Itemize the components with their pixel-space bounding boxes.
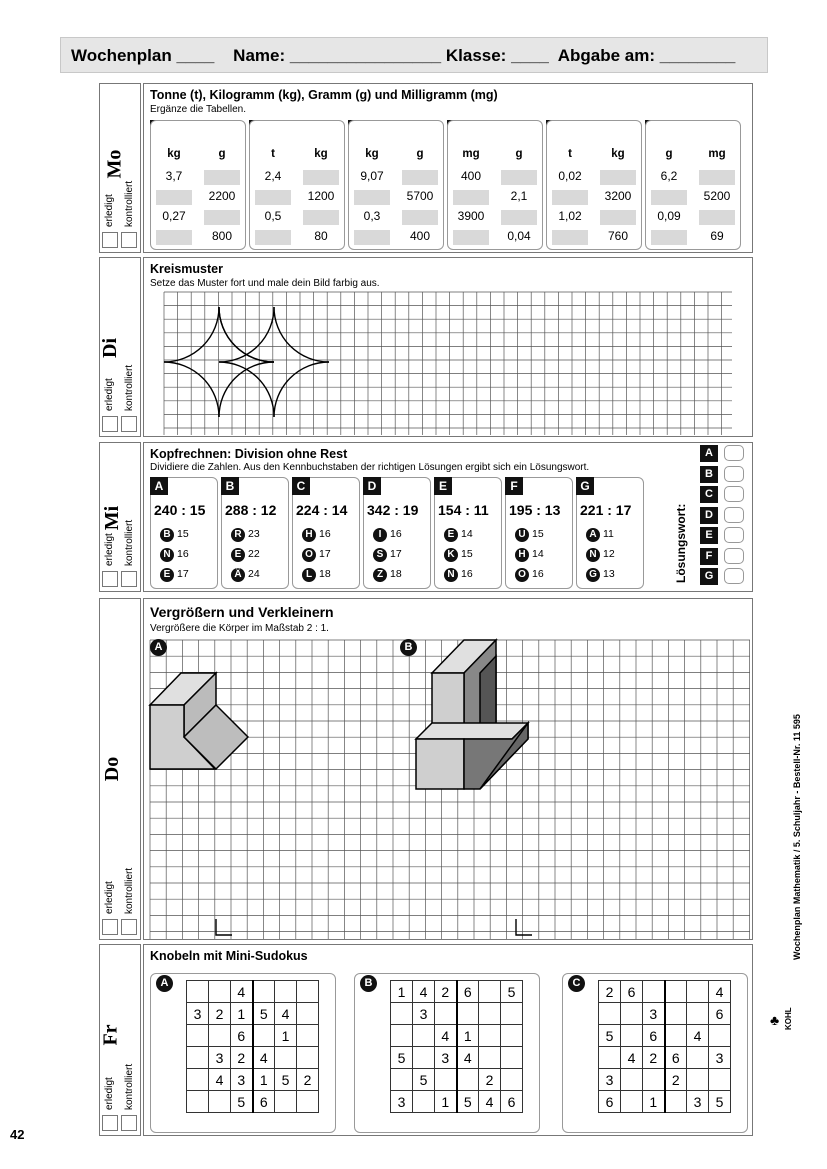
corner-marker <box>216 919 232 935</box>
table-cell: 0,09 <box>657 209 681 223</box>
sudoku-cell[interactable] <box>391 1003 413 1025</box>
sudoku-cell: 5 <box>457 1091 479 1113</box>
loesungswort-label: Lösungswort: <box>674 503 688 583</box>
sudoku-cell: 6 <box>621 981 643 1003</box>
checkbox-erledigt[interactable] <box>102 416 118 432</box>
answer-field[interactable] <box>552 230 588 245</box>
di-title: Kreismuster <box>150 262 223 276</box>
sudoku-cell: 6 <box>457 981 479 1003</box>
sudoku-cell: 3 <box>209 1047 231 1069</box>
answer-field[interactable] <box>453 230 489 245</box>
solution-letter: B <box>700 466 718 483</box>
sudoku-cell[interactable] <box>187 981 209 1003</box>
sudoku-cell: 2 <box>231 1047 253 1069</box>
task-letter-badge: A <box>150 477 168 495</box>
sudoku-cell[interactable] <box>297 1047 319 1069</box>
mo-subtitle: Ergänze die Tabellen. <box>150 104 246 115</box>
sudoku-cell: 4 <box>687 1025 709 1047</box>
solution-letter: G <box>700 568 718 585</box>
task-letter-badge: B <box>221 477 239 495</box>
sudoku-cell[interactable] <box>275 1091 297 1113</box>
table-cell: 69 <box>710 229 724 243</box>
solution-box[interactable] <box>724 527 744 543</box>
table-cell: 0,04 <box>507 229 531 243</box>
label-kontrolliert: kontrolliert <box>124 180 135 227</box>
sudoku-cell: 4 <box>231 981 253 1003</box>
answer-option[interactable]: E 14 <box>444 528 473 542</box>
table-header: t <box>271 148 275 160</box>
di-subtitle: Setze das Muster fort und male dein Bild farbig aus. <box>150 278 380 289</box>
table-cell: 0,02 <box>558 169 582 183</box>
table-cell: 1,02 <box>558 209 582 223</box>
sudoku-grid <box>598 980 731 1113</box>
answer-field[interactable] <box>453 190 489 205</box>
answer-option[interactable]: H 14 <box>515 548 544 562</box>
sudoku-cell[interactable] <box>297 981 319 1003</box>
label-erledigt: erledigt <box>104 194 115 227</box>
table-cell: 6,2 <box>660 169 678 183</box>
table-header: g <box>665 148 673 160</box>
sudoku-cell[interactable] <box>501 1025 523 1047</box>
table-header: kg <box>314 148 328 160</box>
sudoku-cell[interactable] <box>599 1003 621 1025</box>
header-text: Wochenplan ____ Name: ________________ Klasse: ____ Abgabe am: ________ <box>71 46 736 65</box>
sudoku-cell: 4 <box>209 1069 231 1091</box>
solution-box[interactable] <box>724 568 744 584</box>
circle-pattern-grid[interactable] <box>144 258 754 438</box>
table-header: t <box>568 148 572 160</box>
day-label-mi: Mi <box>101 505 124 531</box>
table-header: kg <box>611 148 625 160</box>
checkbox-kontrolliert[interactable] <box>121 232 137 248</box>
checkbox-kontrolliert[interactable] <box>121 571 137 587</box>
panel-fr <box>143 944 753 1136</box>
division-task: 224 : 14 <box>296 502 348 518</box>
sudoku-cell[interactable] <box>665 981 687 1003</box>
enlarge-grid[interactable] <box>144 599 754 941</box>
sudoku-cell: 5 <box>231 1091 253 1113</box>
marker-b: B <box>400 639 417 656</box>
table-cell: 3,7 <box>165 169 183 183</box>
table-header: kg <box>167 148 181 160</box>
sudoku-cell[interactable] <box>665 1091 687 1113</box>
sudoku-cell: 6 <box>253 1091 275 1113</box>
table-cell: 400 <box>409 229 431 243</box>
sudoku-cell[interactable] <box>391 1025 413 1047</box>
sudoku-letter: C <box>568 975 585 992</box>
solution-box[interactable] <box>724 466 744 482</box>
checkbox-erledigt[interactable] <box>102 571 118 587</box>
sudoku-cell[interactable] <box>643 981 665 1003</box>
sudoku-cell[interactable] <box>501 1003 523 1025</box>
sudoku-cell: 4 <box>253 1047 275 1069</box>
mi-title: Kopfrechnen: Division ohne Rest <box>150 447 348 461</box>
sudoku-cell: 5 <box>599 1025 621 1047</box>
sudoku-cell[interactable] <box>479 1003 501 1025</box>
table-cell: 2200 <box>208 189 236 203</box>
sudoku-cell[interactable] <box>687 981 709 1003</box>
sudoku-cell: 2 <box>665 1069 687 1091</box>
sudoku-cell: 4 <box>621 1047 643 1069</box>
sidebar-fr <box>99 944 141 1136</box>
answer-option[interactable]: Z 18 <box>373 568 402 582</box>
sudoku-cell: 6 <box>501 1091 523 1113</box>
answer-option[interactable]: I 16 <box>373 528 402 542</box>
answer-field[interactable] <box>600 210 636 225</box>
sudoku-cell[interactable] <box>599 1047 621 1069</box>
answer-field[interactable] <box>303 210 339 225</box>
answer-field[interactable] <box>699 170 735 185</box>
checkbox-erledigt[interactable] <box>102 919 118 935</box>
label-erledigt: erledigt <box>104 881 115 914</box>
division-task: 154 : 11 <box>438 502 489 518</box>
sudoku-cell: 2 <box>297 1069 319 1091</box>
table-cell: 3200 <box>604 189 632 203</box>
sidebar-mo <box>99 83 141 253</box>
table-cell: 5200 <box>703 189 731 203</box>
answer-field[interactable] <box>402 170 438 185</box>
sudoku-cell[interactable] <box>665 1025 687 1047</box>
sudoku-cell: 5 <box>253 1003 275 1025</box>
sudoku-cell[interactable] <box>297 1003 319 1025</box>
sudoku-cell: 5 <box>391 1047 413 1069</box>
sudoku-cell: 5 <box>413 1069 435 1091</box>
answer-option[interactable]: L 18 <box>302 568 331 582</box>
table-header: mg <box>462 148 480 160</box>
day-label-do: Do <box>101 756 124 782</box>
table-cell: 5700 <box>406 189 434 203</box>
solution-letter: D <box>700 507 718 524</box>
sudoku-cell: 6 <box>599 1091 621 1113</box>
sudoku-cell: 2 <box>209 1003 231 1025</box>
day-label-mo: Mo <box>103 149 126 179</box>
division-task: 221 : 17 <box>580 502 632 518</box>
table-header: kg <box>365 148 379 160</box>
sudoku-cell[interactable] <box>187 1091 209 1113</box>
label-kontrolliert: kontrolliert <box>124 1063 135 1110</box>
table-cell: 400 <box>460 169 482 183</box>
table-cell: 3900 <box>457 209 485 223</box>
solid-b-drawing <box>416 640 528 789</box>
sudoku-cell[interactable] <box>687 1003 709 1025</box>
answer-field[interactable] <box>501 210 537 225</box>
sudoku-cell: 1 <box>231 1003 253 1025</box>
fr-title: Knobeln mit Mini-Sudokus <box>150 949 308 963</box>
sudoku-cell: 3 <box>231 1069 253 1091</box>
sudoku-cell: 1 <box>435 1091 457 1113</box>
sudoku-cell[interactable] <box>275 981 297 1003</box>
sudoku-cell[interactable] <box>709 1025 731 1047</box>
table-cell: 80 <box>314 229 328 243</box>
sudoku-cell: 1 <box>275 1025 297 1047</box>
table-header: mg <box>708 148 726 160</box>
table-cell: 0,3 <box>363 209 381 223</box>
solution-letter: C <box>700 486 718 503</box>
sudoku-cell: 3 <box>435 1047 457 1069</box>
panel-mi <box>143 442 753 592</box>
sudoku-cell[interactable] <box>253 1025 275 1047</box>
answer-field[interactable] <box>354 230 390 245</box>
sudoku-cell[interactable] <box>413 1047 435 1069</box>
sudoku-cell[interactable] <box>391 1069 413 1091</box>
answer-field[interactable] <box>204 170 240 185</box>
sidebar-di <box>99 257 141 437</box>
checkbox-kontrolliert[interactable] <box>121 1115 137 1131</box>
checkbox-erledigt[interactable] <box>102 1115 118 1131</box>
solution-box[interactable] <box>724 486 744 502</box>
sudoku-cell[interactable] <box>479 1025 501 1047</box>
publisher-logo: KOHL <box>784 1007 793 1030</box>
division-task: 195 : 13 <box>509 502 561 518</box>
answer-option[interactable]: N 12 <box>586 548 615 562</box>
answer-field[interactable] <box>699 210 735 225</box>
sudoku-cell: 6 <box>665 1047 687 1069</box>
panel-do <box>143 598 753 940</box>
sudoku-cell: 4 <box>413 981 435 1003</box>
sudoku-cell[interactable] <box>501 1069 523 1091</box>
solution-letter: F <box>700 548 718 565</box>
answer-option[interactable]: O 16 <box>515 568 544 582</box>
sudoku-cell: 6 <box>643 1025 665 1047</box>
answer-option[interactable]: U 15 <box>515 528 544 542</box>
sudoku-cell: 1 <box>643 1091 665 1113</box>
task-letter-badge: E <box>434 477 452 495</box>
table-cell: 0,27 <box>162 209 186 223</box>
sidebar-do <box>99 598 141 940</box>
sudoku-cell: 5 <box>275 1069 297 1091</box>
answer-option[interactable]: E 22 <box>231 548 260 562</box>
sudoku-cell[interactable] <box>709 1069 731 1091</box>
header-bar <box>60 37 768 73</box>
answer-field[interactable] <box>552 190 588 205</box>
sudoku-grid <box>390 980 523 1113</box>
sudoku-cell: 4 <box>435 1025 457 1047</box>
table-cell: 0,5 <box>264 209 282 223</box>
sudoku-cell: 2 <box>599 981 621 1003</box>
do-title: Vergrößern und Verkleinern <box>150 604 334 620</box>
division-task: 342 : 19 <box>367 502 419 518</box>
solution-box[interactable] <box>724 445 744 461</box>
page-number: 42 <box>10 1127 25 1142</box>
division-task: 240 : 15 <box>154 502 206 518</box>
sudoku-cell[interactable] <box>297 1091 319 1113</box>
solution-box[interactable] <box>724 548 744 564</box>
sudoku-cell[interactable] <box>621 1003 643 1025</box>
sudoku-cell: 3 <box>391 1091 413 1113</box>
table-header: g <box>218 148 226 160</box>
table-cell: 2,1 <box>510 189 528 203</box>
sudoku-cell[interactable] <box>413 1025 435 1047</box>
answer-field[interactable] <box>255 190 291 205</box>
sudoku-cell: 2 <box>479 1069 501 1091</box>
sudoku-cell: 5 <box>501 981 523 1003</box>
sudoku-cell[interactable] <box>665 1003 687 1025</box>
label-kontrolliert: kontrolliert <box>124 519 135 566</box>
division-task: 288 : 12 <box>225 502 277 518</box>
sudoku-letter: B <box>360 975 377 992</box>
corner-marker <box>516 919 532 935</box>
sudoku-cell[interactable] <box>209 981 231 1003</box>
answer-field[interactable] <box>255 230 291 245</box>
table-cell: 9,07 <box>360 169 384 183</box>
answer-option[interactable]: O 17 <box>302 548 331 562</box>
answer-option[interactable]: Ä 24 <box>231 568 260 582</box>
sudoku-cell[interactable] <box>479 1047 501 1069</box>
sudoku-cell[interactable] <box>187 1069 209 1091</box>
sudoku-cell[interactable] <box>435 1069 457 1091</box>
sudoku-cell: 4 <box>457 1047 479 1069</box>
sudoku-cell: 3 <box>599 1069 621 1091</box>
answer-option[interactable]: R 23 <box>231 528 260 542</box>
mi-subtitle: Dividiere die Zahlen. Aus den Kennbuchstaben der richtigen Lösungen ergibt sich ein Lösungswort. <box>150 462 590 473</box>
sudoku-cell: 1 <box>253 1069 275 1091</box>
sudoku-cell[interactable] <box>621 1091 643 1113</box>
mo-title: Tonne (t), Kilogramm (kg), Gramm (g) und Milligramm (mg) <box>150 88 498 102</box>
table-cell: 800 <box>211 229 233 243</box>
sudoku-cell[interactable] <box>209 1025 231 1047</box>
sudoku-cell: 3 <box>187 1003 209 1025</box>
sudoku-cell[interactable] <box>479 981 501 1003</box>
answer-field[interactable] <box>354 190 390 205</box>
answer-option[interactable]: B 15 <box>160 528 189 542</box>
sidebar-mi <box>99 442 141 592</box>
sudoku-cell[interactable] <box>457 1003 479 1025</box>
day-label-fr: Fr <box>99 1024 122 1046</box>
sudoku-cell: 6 <box>231 1025 253 1047</box>
sudoku-cell[interactable] <box>621 1025 643 1047</box>
answer-field[interactable] <box>651 190 687 205</box>
task-letter-badge: C <box>292 477 310 495</box>
checkbox-kontrolliert[interactable] <box>121 416 137 432</box>
sudoku-cell: 3 <box>687 1091 709 1113</box>
answer-option[interactable]: A 11 <box>586 528 614 542</box>
sudoku-cell: 2 <box>643 1047 665 1069</box>
label-erledigt: erledigt <box>104 1077 115 1110</box>
answer-field[interactable] <box>600 170 636 185</box>
answer-field[interactable] <box>303 170 339 185</box>
table-cell: 760 <box>607 229 629 243</box>
sudoku-cell: 4 <box>709 981 731 1003</box>
sudoku-cell[interactable] <box>187 1025 209 1047</box>
marker-a: A <box>150 639 167 656</box>
do-subtitle: Vergrößere die Körper im Maßstab 2 : 1. <box>150 623 329 634</box>
sudoku-cell[interactable] <box>687 1069 709 1091</box>
task-letter-badge: G <box>576 477 594 495</box>
sudoku-cell[interactable] <box>621 1069 643 1091</box>
sudoku-cell[interactable] <box>687 1047 709 1069</box>
day-label-di: Di <box>99 338 121 358</box>
panel-mo <box>143 83 753 253</box>
sudoku-cell[interactable] <box>253 981 275 1003</box>
solution-letter: A <box>700 445 718 462</box>
label-kontrolliert: kontrolliert <box>124 867 135 914</box>
sudoku-cell[interactable] <box>435 1003 457 1025</box>
sudoku-cell: 4 <box>479 1091 501 1113</box>
sudoku-cell[interactable] <box>297 1025 319 1047</box>
answer-field[interactable] <box>402 210 438 225</box>
sudoku-cell[interactable] <box>209 1091 231 1113</box>
answer-field[interactable] <box>156 230 192 245</box>
sudoku-cell: 4 <box>275 1003 297 1025</box>
answer-field[interactable] <box>501 170 537 185</box>
label-erledigt: erledigt <box>104 533 115 566</box>
table-header: g <box>416 148 424 160</box>
label-erledigt: erledigt <box>104 378 115 411</box>
table-cell: 1200 <box>307 189 335 203</box>
solution-box[interactable] <box>724 507 744 523</box>
answer-option[interactable]: G 13 <box>586 568 615 582</box>
sudoku-grid <box>186 980 319 1113</box>
checkbox-kontrolliert[interactable] <box>121 919 137 935</box>
answer-field[interactable] <box>156 190 192 205</box>
task-letter-badge: F <box>505 477 523 495</box>
sudoku-cell: 3 <box>413 1003 435 1025</box>
sudoku-cell[interactable] <box>501 1047 523 1069</box>
answer-option[interactable]: N 16 <box>444 568 473 582</box>
sudoku-cell[interactable] <box>413 1091 435 1113</box>
sudoku-cell: 3 <box>709 1047 731 1069</box>
answer-option[interactable]: S 17 <box>373 548 402 562</box>
sudoku-letter: A <box>156 975 173 992</box>
sudoku-cell[interactable] <box>275 1047 297 1069</box>
sudoku-cell[interactable] <box>187 1047 209 1069</box>
task-letter-badge: D <box>363 477 381 495</box>
sudoku-cell: 1 <box>457 1025 479 1047</box>
label-kontrolliert: kontrolliert <box>124 364 135 411</box>
answer-option[interactable]: H 16 <box>302 528 331 542</box>
solution-letter: E <box>700 527 718 544</box>
tree-icon: ♣ <box>770 1012 780 1028</box>
answer-option[interactable]: N 16 <box>160 548 189 562</box>
answer-field[interactable] <box>651 230 687 245</box>
answer-option[interactable]: E 17 <box>160 568 189 582</box>
sudoku-cell: 3 <box>643 1003 665 1025</box>
sudoku-cell[interactable] <box>457 1069 479 1091</box>
sudoku-cell: 1 <box>391 981 413 1003</box>
checkbox-erledigt[interactable] <box>102 232 118 248</box>
answer-field[interactable] <box>204 210 240 225</box>
table-cell: 2,4 <box>264 169 282 183</box>
sudoku-cell: 6 <box>709 1003 731 1025</box>
answer-option[interactable]: K 15 <box>444 548 473 562</box>
panel-di <box>143 257 753 437</box>
sudoku-cell: 2 <box>435 981 457 1003</box>
side-publication-text: Wochenplan Mathematik / 5. Schuljahr - Bestell-Nr. 11 595 <box>792 714 802 960</box>
sudoku-cell[interactable] <box>643 1069 665 1091</box>
sudoku-cell: 5 <box>709 1091 731 1113</box>
table-header: g <box>515 148 523 160</box>
